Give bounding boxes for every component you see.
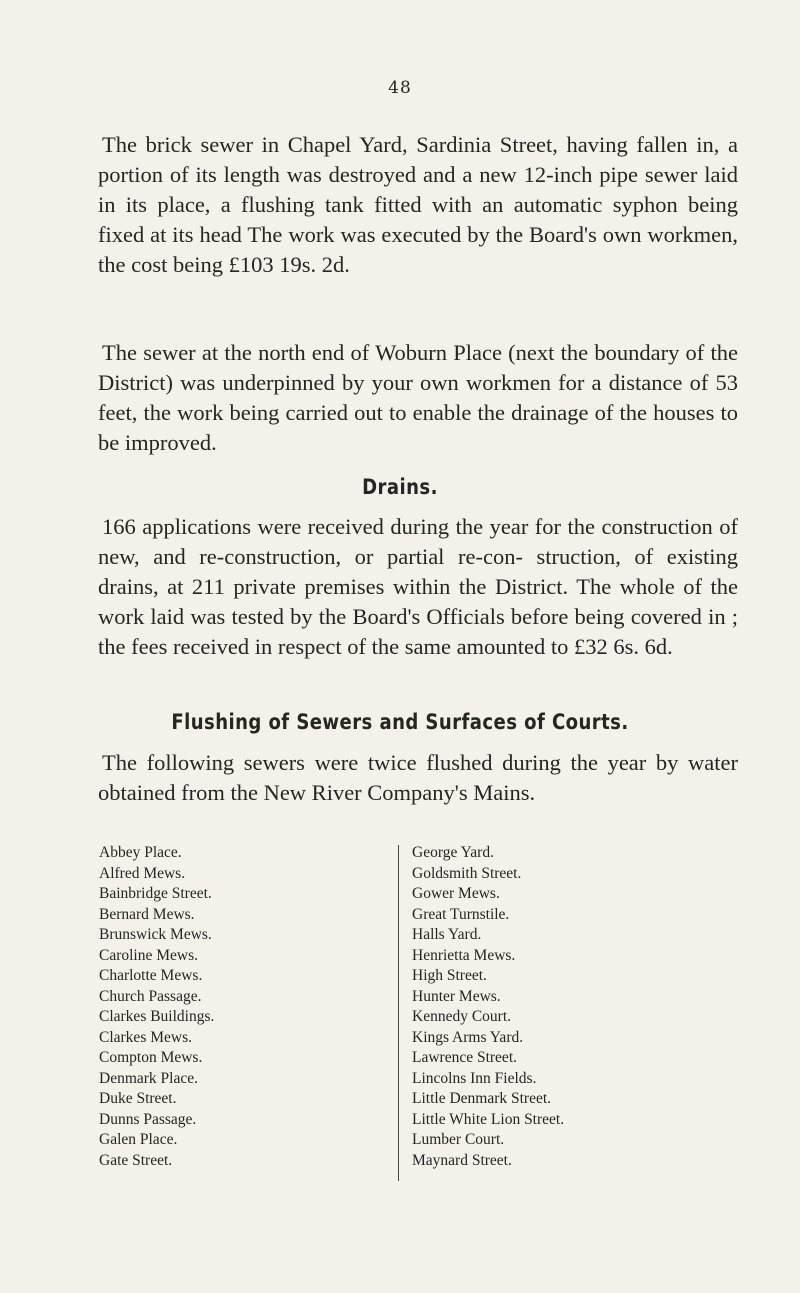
list-item: Little Denmark Street. [412, 1090, 552, 1107]
street-list-left [99, 843, 214, 1171]
list-item: Kings Arms Yard. [412, 1028, 524, 1046]
list-item: Hunter Mews. [412, 987, 501, 1005]
list-item: Gate Street. [99, 1151, 173, 1169]
list-item: Halls Yard. [412, 926, 482, 943]
paragraph-chapel-yard-sewer: The brick sewer in Chapel Yard, Sardinia Street, having fallen in, a portion of its length was destroyed and a new 12-inch pipe sewer laid in its place, a flushing tank fitted with an automatic syphon being fixed at its head The work was executed by the Board's own workmen, the cost being £103 19s. 2d. [98, 132, 738, 277]
list-item: Compton Mews. [99, 1049, 203, 1066]
list-item: Henrietta Mews. [412, 946, 516, 964]
list-item: Great Turnstile. [412, 905, 510, 923]
page-number: 48 [388, 78, 412, 98]
list-item: Church Passage. [99, 987, 202, 1005]
list-item: Brunswick Mews. [99, 926, 212, 943]
list-item: Lawrence Street. [412, 1049, 517, 1066]
paragraph-flushing-intro: The following sewers were twice flushed during the year by water obtained from the New River Company's Mains. [98, 750, 738, 805]
list-item: Galen Place. [99, 1131, 178, 1148]
list-item: Goldsmith Street. [412, 864, 522, 882]
list-item: Alfred Mews. [99, 864, 186, 882]
list-item: George Yard. [412, 844, 494, 861]
list-item: Lincolns Inn Fields. [412, 1069, 537, 1087]
list-item: Charlotte Mews. [99, 967, 203, 984]
list-item: Dunns Passage. [99, 1110, 197, 1128]
list-item: Bainbridge Street. [99, 885, 212, 902]
list-item: High Street. [412, 967, 487, 984]
list-item: Bernard Mews. [99, 905, 195, 923]
column-divider [398, 845, 399, 1181]
list-item: Little White Lion Street. [412, 1110, 565, 1128]
list-item: Maynard Street. [412, 1151, 512, 1169]
paragraph-drain-applications: 166 applications were received during the year for the construction of new, and re-construction, or partial re-con- struction, of existing drains, at 211 private premises within the District. The whole of the work laid was tested by the Board's Officials before being covered in ; the fees received in respect of the same amounted to £32 6s. 6d. [98, 514, 738, 659]
list-item: Lumber Court. [412, 1131, 505, 1148]
list-item: Clarkes Mews. [99, 1028, 192, 1046]
list-item: Kennedy Court. [412, 1008, 512, 1025]
paragraph-woburn-place-sewer: The sewer at the north end of Woburn Place (next the boundary of the District) was underpinned by your own workmen for a distance of 53 feet, the work being carried out to enable the drainage of the houses to be improved. [98, 340, 738, 455]
heading-flushing: Flushing of Sewers and Surfaces of Courts. [171, 710, 629, 734]
list-item: Gower Mews. [412, 885, 500, 902]
street-list-right [412, 843, 564, 1171]
heading-drains: Drains. [362, 475, 438, 499]
list-item: Clarkes Buildings. [99, 1008, 215, 1025]
list-item: Denmark Place. [99, 1069, 198, 1087]
list-item: Caroline Mews. [99, 946, 199, 964]
list-item: Duke Street. [99, 1090, 177, 1107]
list-item: Abbey Place. [99, 844, 182, 861]
